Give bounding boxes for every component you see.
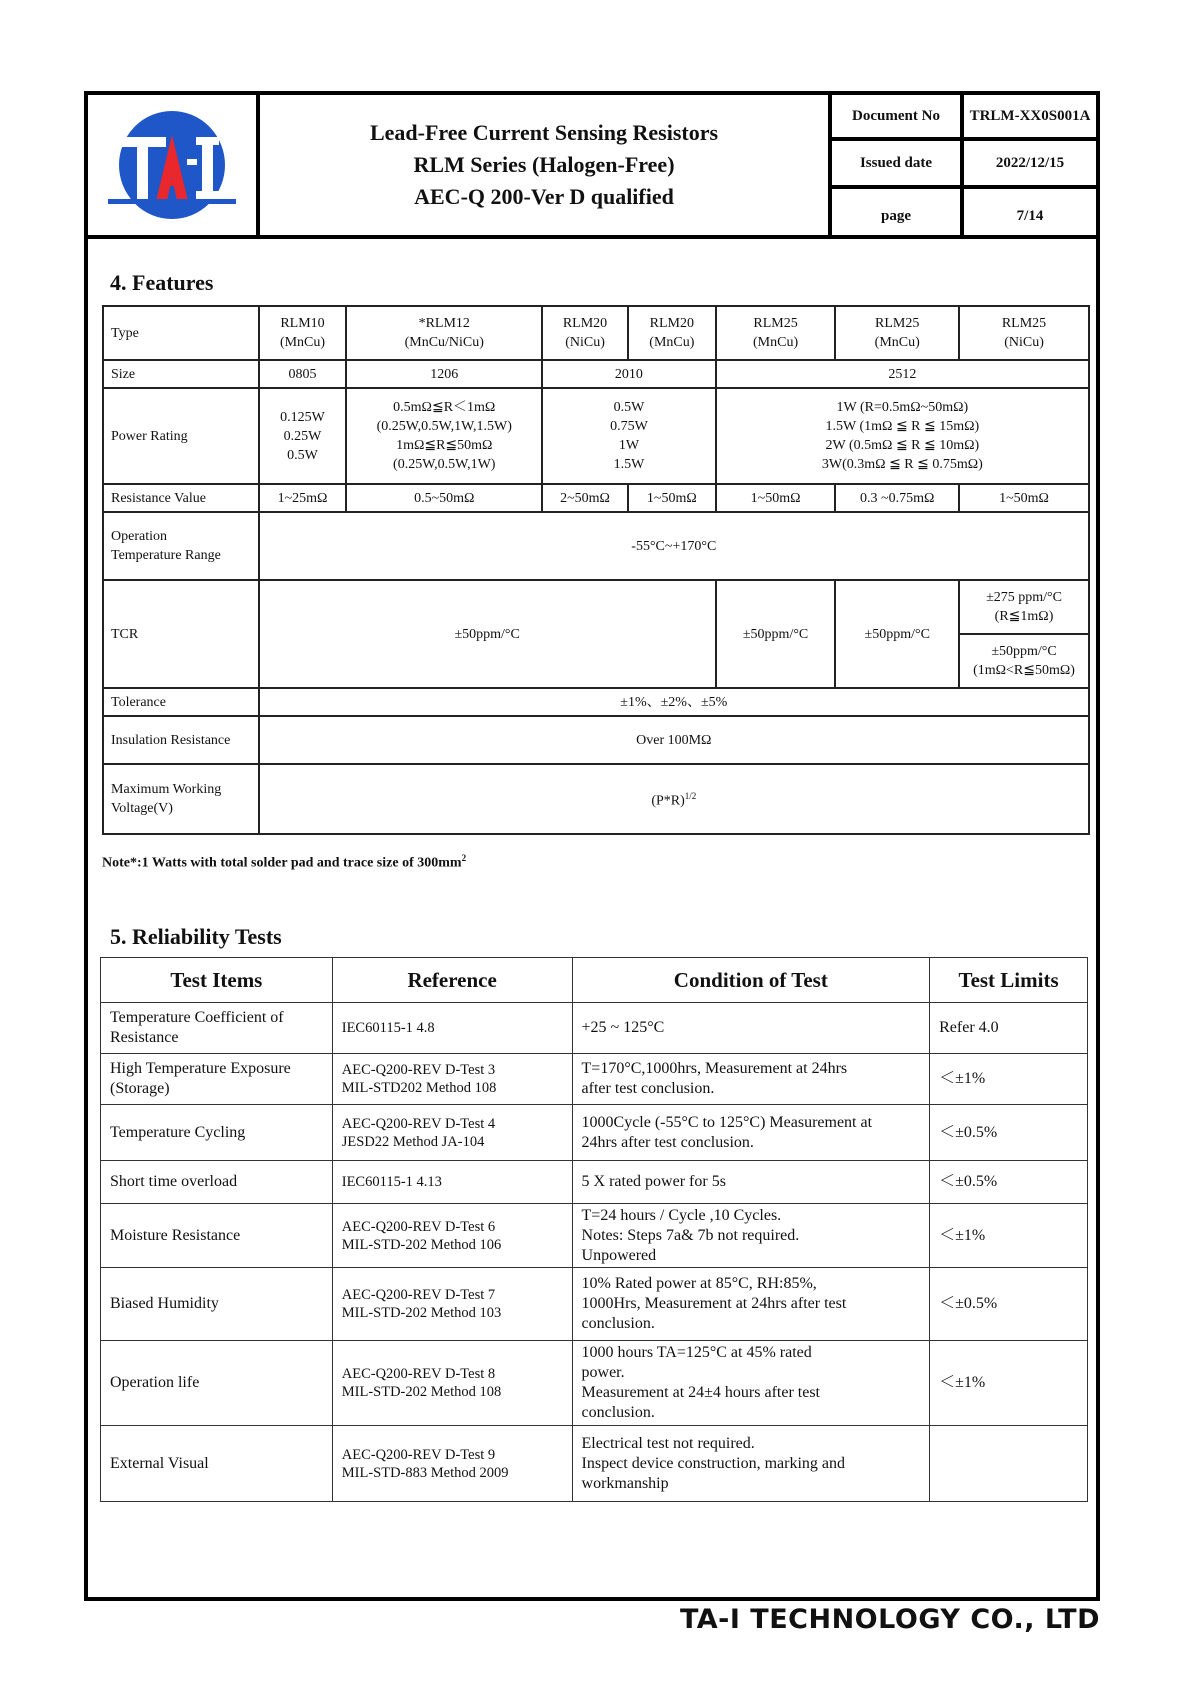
rel-cond: 1000 hours TA=125°C at 45% rated power. Measurement at 24±4 hours after test conclusion. xyxy=(572,1341,930,1426)
rel-limit: ＜±1% xyxy=(930,1204,1088,1268)
tcr-col7-high: ±50ppm/°C (1mΩ<R≦50mΩ) xyxy=(959,634,1089,688)
rel-cond: 1000Cycle (-55°C to 125°C) Measurement at 24hrs after test conclusion. xyxy=(572,1105,930,1161)
title-line-3: AEC-Q 200-Ver D qualified xyxy=(414,184,674,209)
tcr-col6: ±50ppm/°C xyxy=(835,580,959,688)
mwv-value: $(P*R)^{1/2}$ xyxy=(259,764,1089,834)
rel-ref: AEC-Q200-REV D-Test 4 JESD22 Method JA-104 xyxy=(332,1105,572,1161)
issued-value: 2022/12/15 xyxy=(995,154,1065,171)
rel-limit: ＜±0.5% xyxy=(930,1105,1088,1161)
power-cell: 0.125W 0.25W 0.5W xyxy=(259,388,347,484)
rel-ref: IEC60115-1 4.13 xyxy=(332,1161,572,1204)
doc-no-value: TRLM-XX0S001A xyxy=(969,107,1091,124)
rel-header: Condition of Test xyxy=(572,958,930,1003)
rel-ref: AEC-Q200-REV D-Test 6 MIL-STD-202 Method 106 xyxy=(332,1204,572,1268)
row-size xyxy=(103,360,1089,388)
table-row xyxy=(101,1003,1088,1054)
type-label: Type xyxy=(103,306,259,360)
resistance-label: Resistance Value xyxy=(103,484,259,512)
rel-limit: ＜±0.5% xyxy=(930,1161,1088,1204)
rel-item: Operation life xyxy=(101,1341,333,1426)
power-label: Power Rating xyxy=(103,388,259,484)
power-cell: 1W (R=0.5mΩ~50mΩ) 1.5W (1mΩ ≦ R ≦ 15mΩ) 2W (0.5mΩ ≦ R ≦ 10mΩ) 3W(0.3mΩ ≦ R ≦ 0.75mΩ) xyxy=(716,388,1089,484)
rel-cond: T=24 hours / Cycle ,10 Cycles. Notes: Steps 7a& 7b not required. Unpowered xyxy=(572,1204,930,1268)
type-cell: RLM10 (MnCu) xyxy=(259,306,347,360)
rel-cond: +25 ~ 125°C xyxy=(572,1003,930,1054)
rel-cond: Electrical test not required. Inspect device construction, marking and workmanship xyxy=(572,1426,930,1502)
row-tolerance xyxy=(103,688,1089,716)
rel-item: Temperature Cycling xyxy=(101,1105,333,1161)
resistance-cell: 1~50mΩ xyxy=(959,484,1089,512)
meta-page xyxy=(832,189,1096,235)
resistance-cell: 2~50mΩ xyxy=(542,484,628,512)
table-row xyxy=(101,1161,1088,1204)
reliability-table xyxy=(100,957,1088,1502)
tcr-label: TCR xyxy=(103,580,259,688)
rel-item: External Visual xyxy=(101,1426,333,1502)
size-cell: 2512 xyxy=(716,360,1089,388)
rel-cond: 5 X rated power for 5s xyxy=(572,1161,930,1204)
resistance-cell: 1~25mΩ xyxy=(259,484,347,512)
type-cell: RLM25 (MnCu) xyxy=(835,306,959,360)
op-temp-value: -55°C~+170°C xyxy=(259,512,1089,580)
size-cell: 0805 xyxy=(259,360,347,388)
reliability-title: 5. Reliability Tests xyxy=(110,924,282,949)
tai-logo-icon xyxy=(88,95,256,235)
mwv-label: Maximum Working Voltage(V) xyxy=(103,764,259,834)
rel-ref: AEC-Q200-REV D-Test 3 MIL-STD202 Method 108 xyxy=(332,1054,572,1105)
table-row xyxy=(101,1268,1088,1341)
type-cell: RLM20 (MnCu) xyxy=(628,306,716,360)
features-title: 4. Features xyxy=(110,270,214,295)
rel-limit: ＜±1% xyxy=(930,1054,1088,1105)
rel-ref: IEC60115-1 4.8 xyxy=(332,1003,572,1054)
rel-item: High Temperature Exposure (Storage) xyxy=(101,1054,333,1105)
table-row xyxy=(101,1105,1088,1161)
tcr-col7-low: ±275 ppm/°C (R≦1mΩ) xyxy=(959,580,1089,634)
title-line-1: Lead-Free Current Sensing Resistors xyxy=(369,120,719,145)
table-row xyxy=(101,1426,1088,1502)
meta-doc-no xyxy=(832,95,1096,141)
row-insulation xyxy=(103,716,1089,764)
type-cell: RLM25 (MnCu) xyxy=(716,306,836,360)
rel-limit: Refer 4.0 xyxy=(930,1003,1088,1054)
row-type xyxy=(103,306,1089,360)
power-cell: 0.5W 0.75W 1W 1.5W xyxy=(542,388,716,484)
rel-item: Moisture Resistance xyxy=(101,1204,333,1268)
rel-limit xyxy=(930,1426,1088,1502)
row-power xyxy=(103,388,1089,484)
rel-item: Temperature Coefficient of Resistance xyxy=(101,1003,333,1054)
features-table xyxy=(102,305,1090,835)
type-cell: RLM20 (NiCu) xyxy=(542,306,628,360)
size-cell: 1206 xyxy=(346,360,542,388)
rel-cond: T=170°C,1000hrs, Measurement at 24hrs after test conclusion. xyxy=(572,1054,930,1105)
company-logo xyxy=(88,95,260,235)
company-footer: TA-I TECHNOLOGY CO., LTD xyxy=(679,1604,1100,1635)
size-label: Size xyxy=(103,360,259,388)
row-op-temp xyxy=(103,512,1089,580)
row-tcr xyxy=(103,580,1089,634)
rel-limit: ＜±0.5% xyxy=(930,1268,1088,1341)
rel-ref: AEC-Q200-REV D-Test 7 MIL-STD-202 Method 103 xyxy=(332,1268,572,1341)
document-title xyxy=(260,95,832,235)
rel-cond: 10% Rated power at 85°C, RH:85%, 1000Hrs, Measurement at 24hrs after test conclusion. xyxy=(572,1268,930,1341)
table-row xyxy=(101,1204,1088,1268)
rel-header: Test Items xyxy=(101,958,333,1003)
rel-item: Biased Humidity xyxy=(101,1268,333,1341)
tcr-main: ±50ppm/°C xyxy=(259,580,716,688)
type-cell: *RLM12 (MnCu/NiCu) xyxy=(346,306,542,360)
table-row xyxy=(101,1341,1088,1426)
document-header xyxy=(84,91,1100,239)
tolerance-label: Tolerance xyxy=(103,688,259,716)
resistance-cell: 1~50mΩ xyxy=(716,484,836,512)
table-row xyxy=(101,1054,1088,1105)
rel-ref: AEC-Q200-REV D-Test 9 MIL-STD-883 Method 2009 xyxy=(332,1426,572,1502)
row-resistance xyxy=(103,484,1089,512)
rel-header: Test Limits xyxy=(930,958,1088,1003)
tolerance-value: ±1%、±2%、±5% xyxy=(259,688,1089,716)
meta-issued xyxy=(832,141,1096,189)
row-mwv xyxy=(103,764,1089,834)
page-label: page xyxy=(832,189,964,235)
title-line-2: RLM Series (Halogen-Free) xyxy=(413,152,675,177)
rel-header-row xyxy=(101,958,1088,1003)
rel-ref: AEC-Q200-REV D-Test 8 MIL-STD-202 Method 108 xyxy=(332,1341,572,1426)
resistance-cell: 1~50mΩ xyxy=(628,484,716,512)
resistance-cell: 0.3 ~0.75mΩ xyxy=(835,484,959,512)
op-temp-label: Operation Temperature Range xyxy=(103,512,259,580)
rel-header: Reference xyxy=(332,958,572,1003)
insulation-value: Over 100MΩ xyxy=(259,716,1089,764)
rel-limit: ＜±1% xyxy=(930,1341,1088,1426)
power-cell: 0.5mΩ≦R＜1mΩ (0.25W,0.5W,1W,1.5W) 1mΩ≦R≦50mΩ (0.25W,0.5W,1W) xyxy=(346,388,542,484)
size-cell: 2010 xyxy=(542,360,716,388)
rel-item: Short time overload xyxy=(101,1161,333,1204)
page-value: 7/14 xyxy=(1016,207,1044,224)
doc-no-label: Document No xyxy=(832,95,964,137)
type-cell: RLM25 (NiCu) xyxy=(959,306,1089,360)
feature-note: Note*:1 Watts with total solder pad and trace size of $300mm^2$ xyxy=(102,853,467,871)
resistance-cell: 0.5~50mΩ xyxy=(346,484,542,512)
issued-label: Issued date xyxy=(832,141,964,185)
insulation-label: Insulation Resistance xyxy=(103,716,259,764)
tcr-col5: ±50ppm/°C xyxy=(716,580,836,688)
document-meta xyxy=(832,95,1096,235)
